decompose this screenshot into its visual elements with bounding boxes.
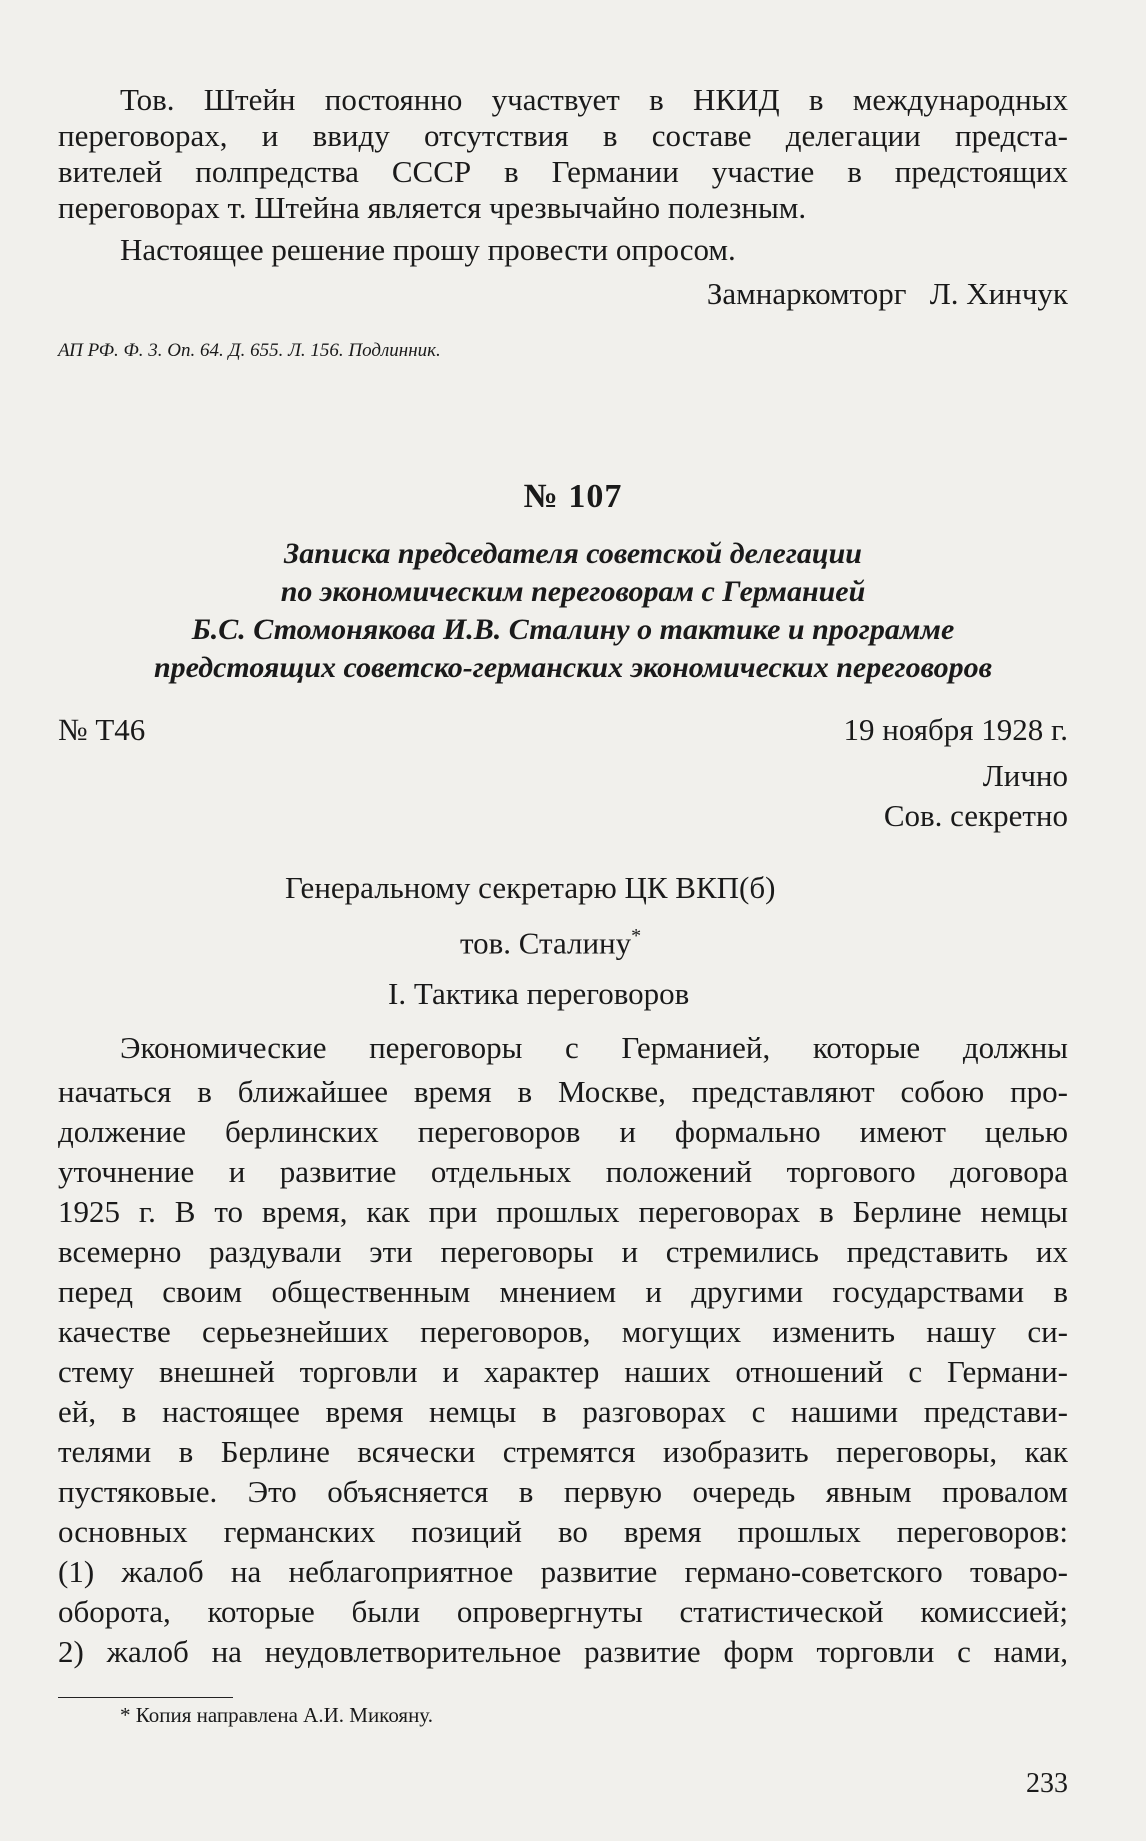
page-number: 233 [1026,1768,1068,1799]
footnote-mark: * [631,925,642,947]
request-line: Настоящее решение прошу провести опросом. [120,232,736,267]
body-line-14: (1) жалоб на неблагоприятное развитие германо-советского товаро- [58,1554,1068,1589]
body-line-4: уточнение и развитие отдельных положений торгового договора [58,1154,1068,1189]
body-line-5: 1925 г. В то время, как при прошлых переговорах в Берлине немцы [58,1194,1068,1229]
body-line-3: должение берлинских переговоров и формально имеют целью [58,1114,1068,1149]
signature: Замнаркомторг Л. Хинчук [706,276,1068,311]
document-title-line-3: Б.С. Стомонякова И.В. Сталину о тактике и программе [191,613,955,646]
body-line-12: пустяковые. Это объясняется в первую очередь явным провалом [58,1474,1068,1509]
archive-source-reference: АП РФ. Ф. 3. Оп. 64. Д. 655. Л. 156. Подлинник. [58,340,441,361]
body-line-2: начаться в ближайшее время в Москве, представляют собою про- [58,1074,1068,1109]
document-title-line-4: предстоящих советско-германских экономических переговоров [153,651,993,684]
body-line-7: перед своим общественным мнением и другими государствами в [58,1274,1068,1309]
body-line-16: 2) жалоб на неудовлетворительное развитие форм торговли с нами, [58,1634,1068,1669]
registration-number: № Т46 [58,712,146,747]
footnote: * Копия направлена А.И. Микояну. [120,1703,433,1727]
document-number: № 107 [523,478,623,515]
stamp-top-secret: Сов. секретно [883,798,1068,833]
footnote-divider [58,1697,233,1698]
top-paragraph-line-4: переговорах т. Штейна является чрезвычайно полезным. [58,190,807,225]
addressee-line-1: Генеральному секретарю ЦК ВКП(б) [285,870,776,905]
addressee-line-2 [460,918,641,961]
document-title-line-2: по экономическим переговорам с Германией [280,575,866,608]
document-date: 19 ноября 1928 г. [843,712,1068,747]
document-title-line-1: Записка председателя советской делегации [284,537,862,570]
addressee-name: тов. Сталину [460,925,632,961]
top-paragraph-line-2: переговорах, и ввиду отсутствия в составе делегации предста- [58,118,1068,153]
body-line-11: телями в Берлине всячески стремятся изобразить переговоры, как [58,1434,1068,1469]
stamp-personal: Лично [982,758,1068,793]
body-line-1: Экономические переговоры с Германией, которые должны [120,1030,1068,1065]
body-line-15: оборота, которые были опровергнуты статистической комиссией; [58,1594,1068,1629]
top-paragraph-line-1: Тов. Штейн постоянно участвует в НКИД в международных [120,82,1068,117]
section-heading: I. Тактика переговоров [388,976,690,1011]
body-line-9: стему внешней торговли и характер наших отношений с Германи- [58,1354,1068,1389]
body-line-10: ей, в настоящее время немцы в разговорах с нашими представи- [58,1394,1068,1429]
body-line-13: основных германских позиций во время прошлых переговоров: [58,1514,1068,1549]
top-paragraph-line-3: вителей полпредства СССР в Германии участие в предстоящих [58,154,1068,189]
body-line-6: всемерно раздували эти переговоры и стремились представить их [58,1234,1068,1269]
body-line-8: качестве серьезнейших переговоров, могущих изменить нашу си- [58,1314,1068,1349]
